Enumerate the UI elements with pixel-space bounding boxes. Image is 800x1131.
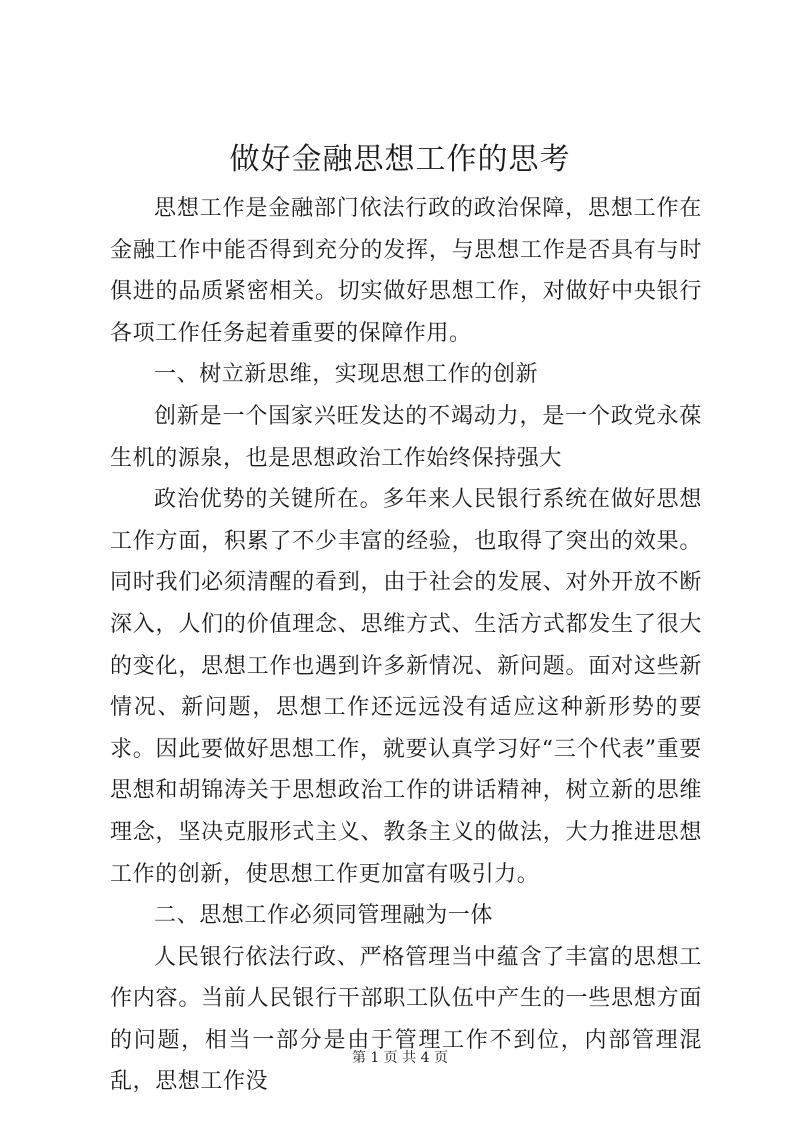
section-heading-2: 二、思想工作必须同管理融为一体 xyxy=(154,903,494,929)
paragraph-intro: 思想工作是金融部门依法行政的政治保障，思想工作在金融工作中能否得到充分的发挥，与思想工作是否具有与时俱进的品质紧密相关。切实做好思想工作，对做好中央银行各项工作任务起着重要的保障作用。 xyxy=(110,196,702,346)
paragraph: 政治优势的关键所在。多年来人民银行系统在做好思想工作方面，积累了不少丰富的经验，也取得了突出的效果。同时我们必须清醒的看到，由于社会的发展、对外开放不断深入，人们的价值理念、思维方式、生活方式都发生了很大的变化，思想工作也遇到许多新情况、新问题。面对这些新情况、新问题，思想工作还远远没有适应这种新形势的要求。因此要做好思想工作，就要认真学习好“三个代表”重要思想和胡锦涛关于思想政治工作的讲话精神，树立新的思维理念，坚决克服形式主义、教条主义的做法，大力推进思想工作的创新，使思想工作更加富有吸引力。 xyxy=(110,487,702,887)
section-heading-1: 一、树立新思维，实现思想工作的创新 xyxy=(154,362,539,388)
document-title: 做好金融思想工作的思考 xyxy=(229,142,571,177)
document-body xyxy=(110,188,702,1103)
paragraph: 创新是一个国家兴旺发达的不竭动力，是一个政党永葆生机的源泉，也是思想政治工作始终保持强大 xyxy=(110,403,702,471)
paragraph: 人民银行依法行政、严格管理当中蕴含了丰富的思想工作内容。当前人民银行干部职工队伍中产生的一些思想方面的问题，相当一部分是由于管理工作不到位，内部管理混乱，思想工作没 xyxy=(110,944,702,1095)
page-number-footer: 第 1 页 共 4 页 xyxy=(351,1050,449,1066)
